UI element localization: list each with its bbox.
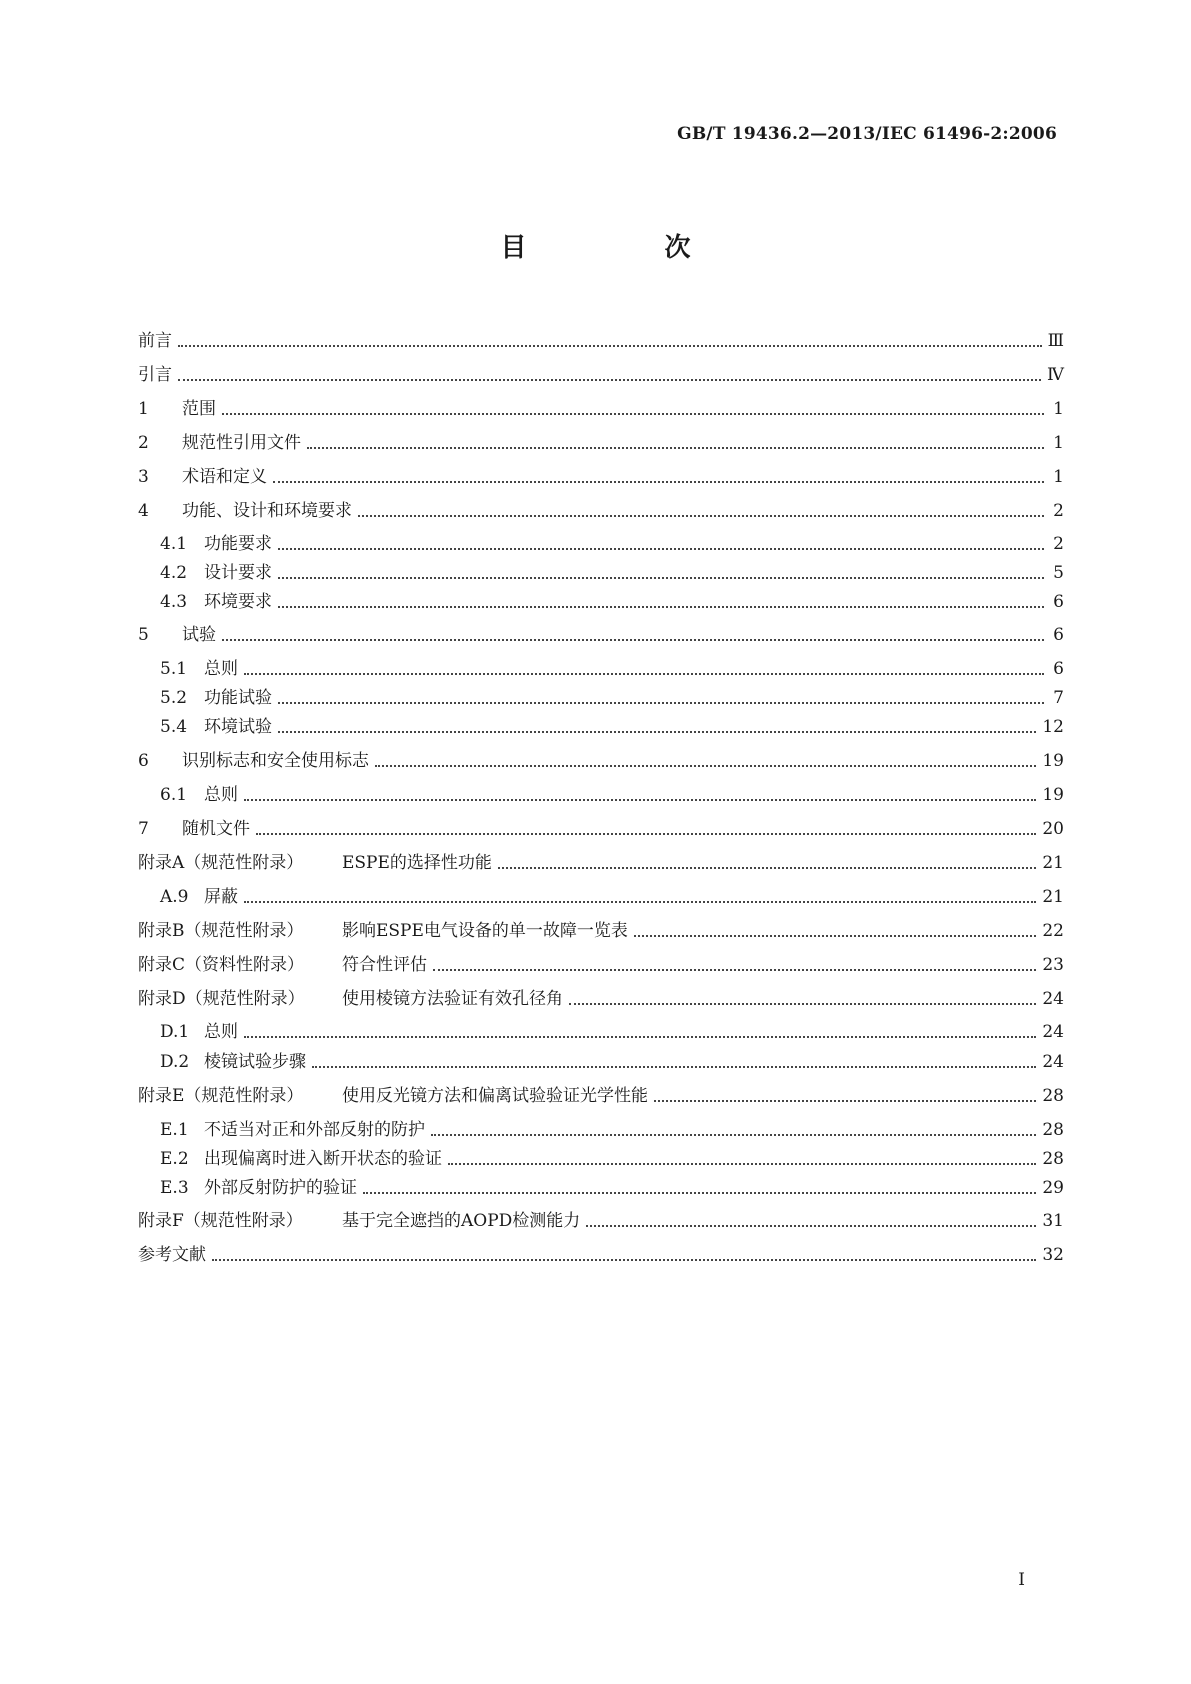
toc-entry-label: 引言 <box>138 365 172 385</box>
toc-entry-label: 识别标志和安全使用标志 <box>182 751 369 771</box>
toc-leader <box>278 606 1044 608</box>
toc-leader <box>448 1163 1036 1165</box>
toc-entry-page: 28 <box>1042 1086 1064 1106</box>
toc-entry[interactable] <box>138 1203 1064 1233</box>
toc-leader <box>586 1225 1036 1227</box>
toc-entry-number: 4 <box>138 501 149 521</box>
toc-entry-label: 环境要求 <box>204 592 272 612</box>
toc-subentry[interactable] <box>138 1141 1064 1171</box>
toc-entry-label: 功能试验 <box>204 688 272 708</box>
toc-entry-number: 4.1 <box>160 534 188 554</box>
toc-subentry[interactable] <box>138 651 1064 681</box>
toc-entry[interactable] <box>138 459 1064 489</box>
toc-entry-label: 总则 <box>204 659 238 679</box>
toc-leader <box>244 901 1036 903</box>
toc-entry-page: 21 <box>1042 887 1064 907</box>
toc-entry-number: 附录E（规范性附录） <box>138 1086 304 1106</box>
toc-leader <box>654 1100 1036 1102</box>
toc-leader <box>375 765 1036 767</box>
toc-entry-label: 符合性评估 <box>342 955 427 975</box>
toc-entry-label: 棱镜试验步骤 <box>204 1052 306 1072</box>
toc-entry-label: 功能要求 <box>204 534 272 554</box>
toc-entry-page: 19 <box>1042 751 1064 771</box>
standard-code-text: GB/T 19436.2—2013/IEC 61496-2:2006 <box>677 124 1057 144</box>
toc-entry-number: 附录D（规范性附录） <box>138 989 305 1009</box>
toc-entry-number: 3 <box>138 467 149 487</box>
toc-entry-number: 附录B（规范性附录） <box>138 921 304 941</box>
toc-entry-number: 4.3 <box>160 592 188 612</box>
toc-entry-number: 1 <box>138 399 149 419</box>
toc-leader <box>244 673 1044 675</box>
toc-entry-label: 基于完全遮挡的AOPD检测能力 <box>342 1211 581 1231</box>
toc-entry-number: 7 <box>138 819 149 839</box>
toc-leader <box>498 867 1036 869</box>
toc-entry-number: 6 <box>138 751 149 771</box>
toc-entry-page: 1 <box>1053 433 1064 453</box>
toc-entry-label: 规范性引用文件 <box>182 433 301 453</box>
toc-entry[interactable] <box>138 1237 1064 1267</box>
toc-entry-label: 功能、设计和环境要求 <box>182 501 352 521</box>
toc-subentry[interactable] <box>138 1112 1064 1142</box>
toc-entry-number: 2 <box>138 433 149 453</box>
toc-entry[interactable] <box>138 743 1064 773</box>
page-title: 目 次 <box>500 233 747 263</box>
toc-entry[interactable] <box>138 981 1064 1011</box>
toc-subentry[interactable] <box>138 555 1064 585</box>
toc-subentry[interactable] <box>138 680 1064 710</box>
toc-entry-label: 使用反光镜方法和偏离试验验证光学性能 <box>342 1086 648 1106</box>
toc-entry-number: 4.2 <box>160 563 188 583</box>
toc-entry-label: 屏蔽 <box>204 887 238 907</box>
toc-entry-page: 1 <box>1053 399 1064 419</box>
toc-leader <box>178 379 1041 381</box>
toc-leader <box>222 413 1044 415</box>
toc-entry-page: 22 <box>1042 921 1064 941</box>
toc-entry-page: Ⅲ <box>1047 331 1064 351</box>
toc-leader <box>634 935 1036 937</box>
toc-entry-page: Ⅳ <box>1047 365 1064 385</box>
toc-entry-label: 总则 <box>204 785 238 805</box>
toc-entry-page: 5 <box>1053 563 1064 583</box>
toc-leader <box>569 1003 1036 1005</box>
toc-entry-label: 随机文件 <box>182 819 250 839</box>
toc-leader <box>278 577 1044 579</box>
toc-entry-label: 试验 <box>182 625 216 645</box>
toc-entry-number: 5.4 <box>160 717 188 737</box>
toc-leader <box>278 731 1036 733</box>
toc-entry-number: 附录C（资料性附录） <box>138 955 305 975</box>
toc-entry-label: 出现偏离时进入断开状态的验证 <box>204 1149 442 1169</box>
toc-entry-page: 24 <box>1042 989 1064 1009</box>
toc-entry-page: 1 <box>1053 467 1064 487</box>
toc-leader <box>244 1036 1036 1038</box>
toc-leader <box>433 969 1036 971</box>
toc-entry-number: 附录F（规范性附录） <box>138 1211 303 1231</box>
toc-entry-number: 附录A（规范性附录） <box>138 853 304 873</box>
toc-entry-page: 32 <box>1042 1245 1064 1265</box>
toc-leader <box>278 548 1044 550</box>
toc-entry[interactable] <box>138 845 1064 875</box>
toc-entry[interactable] <box>138 493 1064 523</box>
toc-leader <box>278 702 1044 704</box>
toc-leader <box>212 1259 1036 1261</box>
page-number: I <box>1018 1570 1025 1590</box>
toc-entry[interactable] <box>138 323 1064 353</box>
toc-entry-page: 6 <box>1053 592 1064 612</box>
toc-entry-page: 24 <box>1042 1052 1064 1072</box>
toc-entry-page: 6 <box>1053 659 1064 679</box>
toc-leader <box>307 447 1044 449</box>
toc-entry-page: 20 <box>1042 819 1064 839</box>
toc-leader <box>312 1066 1036 1068</box>
toc-entry-number: 5.1 <box>160 659 188 679</box>
toc-entry-label: 设计要求 <box>204 563 272 583</box>
toc-entry-label: 使用棱镜方法验证有效孔径角 <box>342 989 563 1009</box>
toc-entry[interactable] <box>138 357 1064 387</box>
toc-entry-label: 影响ESPE电气设备的单一故障一览表 <box>342 921 628 941</box>
toc-entry-label: 前言 <box>138 331 172 351</box>
toc-entry-page: 7 <box>1053 688 1064 708</box>
toc-entry-label: 外部反射防护的验证 <box>204 1178 357 1198</box>
toc-entry-page: 28 <box>1042 1149 1064 1169</box>
toc-entry-number: E.3 <box>160 1178 189 1198</box>
toc-entry-number: E.1 <box>160 1120 189 1140</box>
toc-subentry[interactable] <box>138 777 1064 807</box>
toc-leader <box>358 515 1044 517</box>
standard-code <box>677 124 1057 144</box>
toc-leader <box>178 345 1042 347</box>
toc-entry-number: A.9 <box>160 887 189 907</box>
toc-leader <box>222 639 1044 641</box>
toc-entry-number: 6.1 <box>160 785 188 805</box>
toc-entry[interactable] <box>138 617 1064 647</box>
toc-entry-page: 28 <box>1042 1120 1064 1140</box>
toc-leader <box>256 833 1036 835</box>
toc-leader <box>273 481 1044 483</box>
toc-entry-label: 环境试验 <box>204 717 272 737</box>
toc-leader <box>244 799 1036 801</box>
toc-entry-page: 19 <box>1042 785 1064 805</box>
toc-subentry[interactable] <box>138 879 1064 909</box>
toc-subentry[interactable] <box>138 584 1064 614</box>
toc-entry-label: 不适当对正和外部反射的防护 <box>204 1120 425 1140</box>
toc-entry[interactable] <box>138 391 1064 421</box>
toc-entry-page: 31 <box>1042 1211 1064 1231</box>
toc-entry-page: 12 <box>1042 717 1064 737</box>
toc-entry[interactable] <box>138 1078 1064 1108</box>
toc-entry[interactable] <box>138 425 1064 455</box>
toc-leader <box>431 1134 1036 1136</box>
toc-entry-label: 参考文献 <box>138 1245 206 1265</box>
toc-entry-label: 总则 <box>204 1022 238 1042</box>
toc-entry[interactable] <box>138 913 1064 943</box>
toc-entry[interactable] <box>138 811 1064 841</box>
toc-entry-page: 24 <box>1042 1022 1064 1042</box>
toc-entry-page: 2 <box>1053 534 1064 554</box>
toc-subentry[interactable] <box>138 709 1064 739</box>
toc-entry-number: 5 <box>138 625 149 645</box>
toc-entry-page: 29 <box>1042 1178 1064 1198</box>
toc-entry-page: 21 <box>1042 853 1064 873</box>
toc-entry[interactable] <box>138 947 1064 977</box>
toc-subentry[interactable] <box>138 1044 1064 1074</box>
toc-entry-number: D.1 <box>160 1022 190 1042</box>
toc-entry-number: D.2 <box>160 1052 190 1072</box>
toc-entry-page: 23 <box>1042 955 1064 975</box>
toc-entry-label: 术语和定义 <box>182 467 267 487</box>
toc-subentry[interactable] <box>138 1170 1064 1200</box>
toc-entry-number: E.2 <box>160 1149 189 1169</box>
toc-entry-page: 2 <box>1053 501 1064 521</box>
toc-leader <box>363 1192 1036 1194</box>
toc-subentry[interactable] <box>138 1014 1064 1044</box>
toc-subentry[interactable] <box>138 526 1064 556</box>
toc-entry-page: 6 <box>1053 625 1064 645</box>
toc-entry-label: 范围 <box>182 399 216 419</box>
toc-entry-label: ESPE的选择性功能 <box>342 853 492 873</box>
toc-entry-number: 5.2 <box>160 688 188 708</box>
